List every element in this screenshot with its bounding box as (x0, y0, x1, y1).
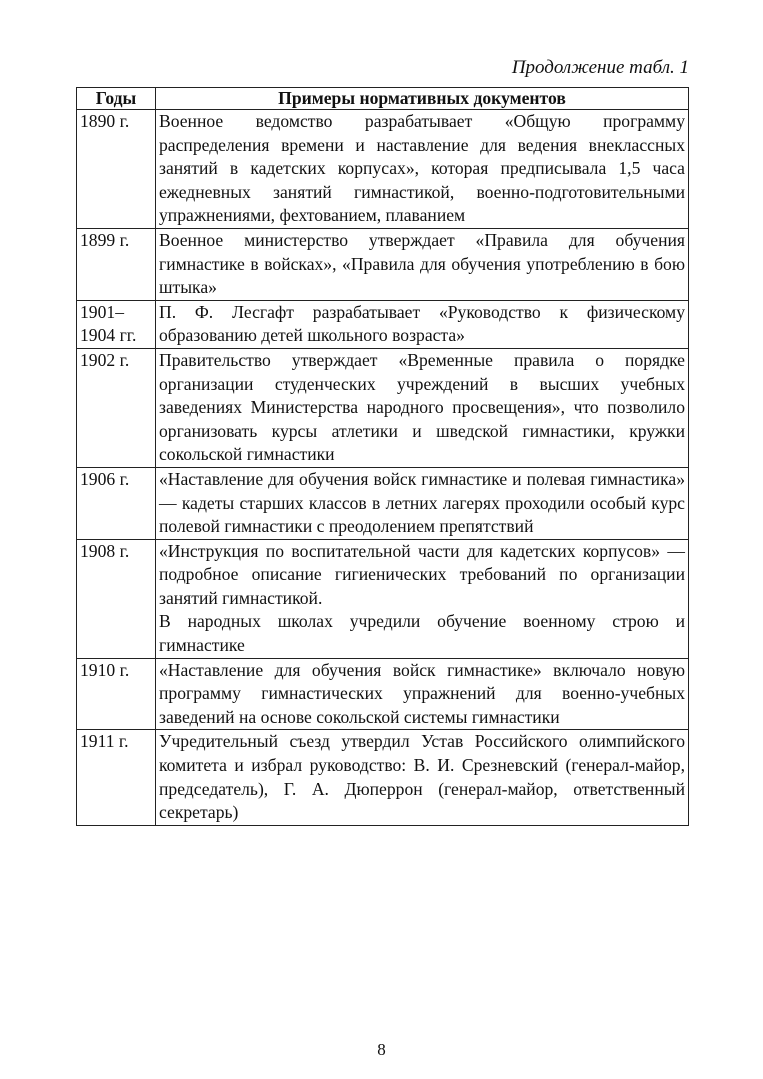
row-year: 1901– 1904 гг. (77, 300, 156, 348)
table-row (77, 539, 689, 658)
document-paragraph: В народных школах учредили обучение военному строю и гимнастике (159, 611, 685, 656)
table-header-row (77, 88, 689, 110)
row-document (156, 228, 689, 300)
row-document (156, 110, 689, 229)
table-caption: Продолжение табл. 1 (511, 57, 689, 78)
header-years: Годы (77, 88, 156, 110)
row-year: 1890 г. (77, 110, 156, 229)
row-year: 1910 г. (77, 658, 156, 730)
document-paragraph: Правительство утверждает «Временные правила о порядке организации студенческих учреждений в высших учебных заведениях Министерства народного просвещения», что позволило организовать курсы атлетики и шведской гимнастики, кружки сокольской гимнастики (159, 349, 685, 465)
row-document (156, 300, 689, 348)
row-document (156, 658, 689, 730)
document-paragraph: Учредительный съезд утвердил Устав Российского олимпийского комитета и избрал руководство: В. И. Срезневский (генерал-майор, председатель), Г. А. Дюперрон (генерал-майор, ответственный секретарь) (159, 731, 685, 823)
document-paragraph: Военное ведомство разрабатывает «Общую программу распределения времени и наставление для ведения внеклассных занятий в кадетских корпусах», которая предписывала 1,5 часа ежедневных занятий гимнастикой, военно-подготовительными упражнениями, фехтованием, плаванием (159, 111, 685, 226)
row-year: 1908 г. (77, 539, 156, 658)
table-row (77, 110, 689, 229)
table-row (77, 730, 689, 825)
table-row (77, 228, 689, 300)
document-paragraph: «Инструкция по воспитательной части для кадетских корпусов» — подробное описание гигиенических требований по организации занятий гимнастикой. (159, 540, 685, 608)
page-number: 8 (377, 1040, 386, 1059)
row-document (156, 730, 689, 825)
table-row (77, 658, 689, 730)
row-year: 1906 г. (77, 467, 156, 539)
row-document (156, 539, 689, 658)
row-document (156, 348, 689, 467)
row-document (156, 467, 689, 539)
document-paragraph: П. Ф. Лесгафт разрабатывает «Руководство к физическому образованию детей школьного возраста» (159, 301, 685, 346)
document-paragraph: «Наставление для обучения войск гимнастике» включало новую программу гимнастических упражнений для военно-учебных заведений на основе сокольской системы гимнастики (159, 659, 685, 727)
document-paragraph: «Наставление для обучения войск гимнастике и полевая гимнастика» — кадеты старших классов в летних лагерях проходили особый курс полевой гимнастики с преодолением препятствий (159, 468, 685, 537)
table-row (77, 467, 689, 539)
table-row (77, 300, 689, 348)
row-year: 1899 г. (77, 228, 156, 300)
normative-documents-table (76, 87, 689, 826)
document-paragraph: Военное министерство утверждает «Правила для обучения гимнастике в войсках», «Правила для обучения употреблению в бою штыка» (159, 229, 685, 298)
row-year: 1911 г. (77, 730, 156, 825)
table-row (77, 348, 689, 467)
header-documents: Примеры нормативных документов (156, 88, 689, 110)
row-year: 1902 г. (77, 348, 156, 467)
